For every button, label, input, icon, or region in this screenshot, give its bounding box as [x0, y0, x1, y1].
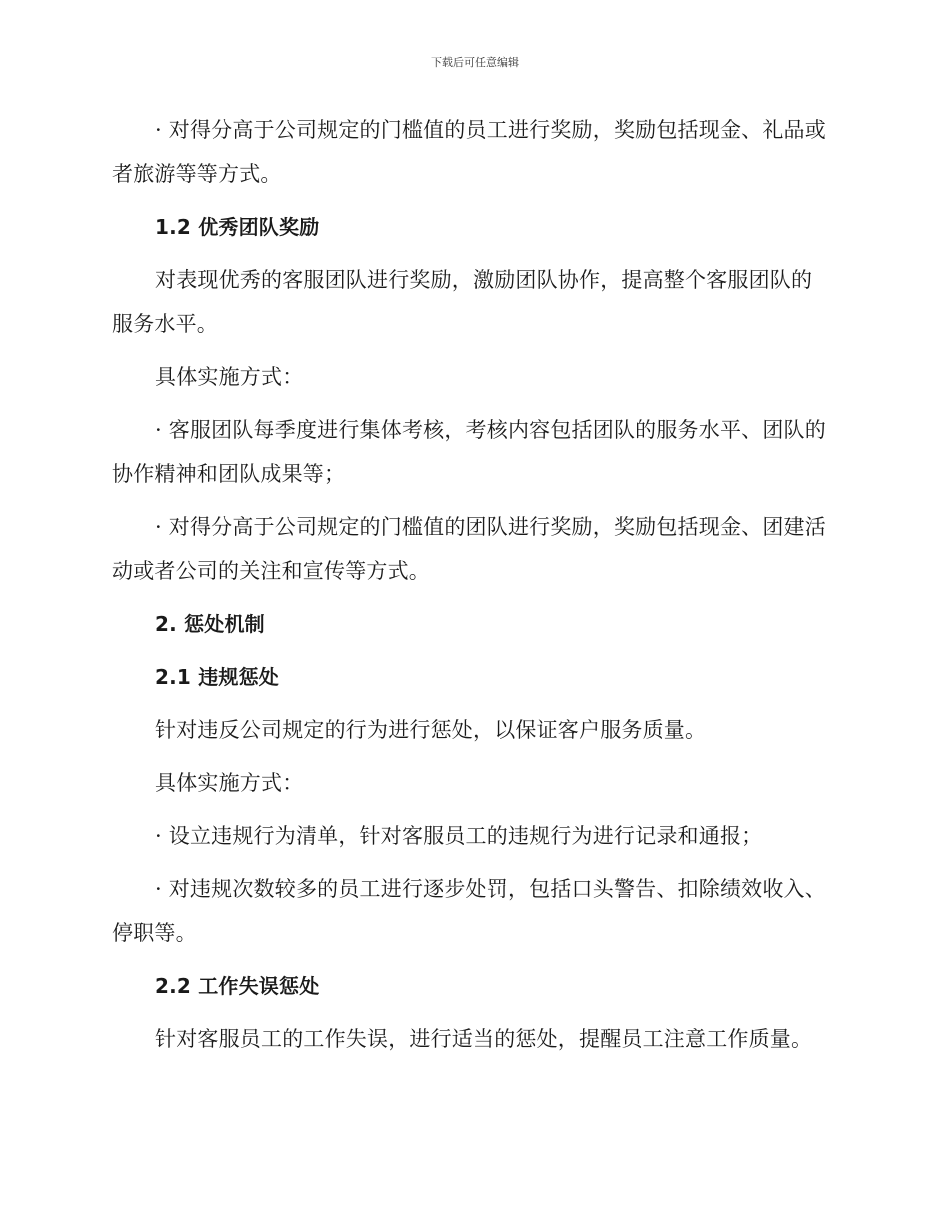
body-paragraph: 具体实施方式： [155, 771, 304, 795]
bullet-paragraph: · 客服团队每季度进行集体考核，考核内容包括团队的服务水平、团队的协作精神和团队成果等； [112, 418, 826, 486]
document-body [112, 108, 832, 1061]
page-header: 下载后可任意编辑 [431, 56, 519, 69]
bullet-paragraph: · 对得分高于公司规定的门槛值的团队进行奖励，奖励包括现金、团建活动或者公司的关注和宣传等方式。 [112, 515, 826, 583]
bullet-paragraph: · 设立违规行为清单，针对客服员工的违规行为进行记录和通报； [155, 824, 763, 848]
section-heading: 2. 惩处机制 [155, 612, 265, 636]
body-paragraph: 具体实施方式： [155, 365, 304, 389]
body-paragraph: 针对客服员工的工作失误，进行适当的惩处，提醒员工注意工作质量。 [155, 1027, 813, 1051]
section-heading: 2.1 违规惩处 [155, 665, 279, 689]
body-paragraph: 针对违反公司规定的行为进行惩处，以保证客户服务质量。 [155, 718, 707, 742]
bullet-paragraph: · 对违规次数较多的员工进行逐步处罚，包括口头警告、扣除绩效收入、停职等。 [112, 877, 826, 945]
section-heading: 2.2 工作失误惩处 [155, 974, 320, 998]
bullet-paragraph: · 对得分高于公司规定的门槛值的员工进行奖励，奖励包括现金、礼品或者旅游等等方式。 [112, 118, 826, 186]
body-paragraph: 对表现优秀的客服团队进行奖励，激励团队协作，提高整个客服团队的服务水平。 [112, 268, 813, 336]
section-heading: 1.2 优秀团队奖励 [155, 215, 320, 239]
